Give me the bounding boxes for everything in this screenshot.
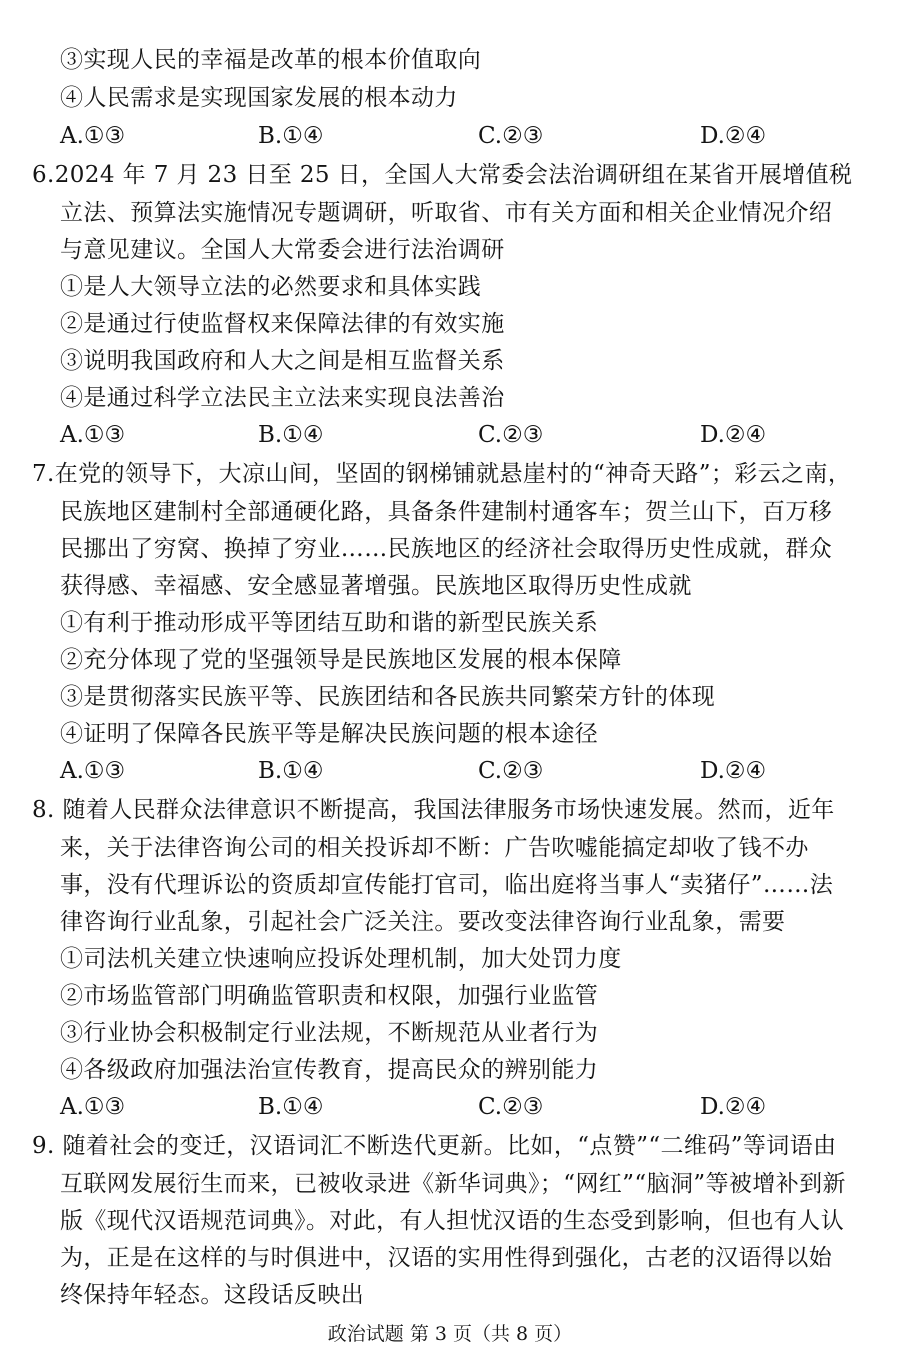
- q7-item-3: ③是贯彻落实民族平等、民族团结和各民族共同繁荣方针的体现: [60, 684, 716, 710]
- q7-option-a: A.①③: [60, 758, 126, 784]
- q8-option-d: D.②④: [700, 1094, 767, 1120]
- q9-stem-line: 互联网发展衍生而来，已被收录进《新华词典》；“网红”“脑洞”等被增补到新: [60, 1171, 846, 1197]
- q8-item-4: ④各级政府加强法治宣传教育，提高民众的辨别能力: [60, 1057, 599, 1083]
- q9-stem-line: 为，正是在这样的与时俱进中，汉语的实用性得到强化，古老的汉语得以始: [60, 1245, 833, 1271]
- q8-item-3: ③行业协会积极制定行业法规，不断规范从业者行为: [60, 1020, 599, 1046]
- q8-option-b: B.①④: [258, 1094, 324, 1120]
- q7-option-c: C.②③: [478, 758, 544, 784]
- q7-item-1: ①有利于推动形成平等团结互助和谐的新型民族关系: [60, 610, 599, 636]
- q6-item-3: ③说明我国政府和人大之间是相互监督关系: [60, 348, 505, 374]
- q7-option-d: D.②④: [700, 758, 767, 784]
- q7-item-4: ④证明了保障各民族平等是解决民族问题的根本途径: [60, 721, 599, 747]
- q9-stem-line: 版《现代汉语规范词典》。对此，有人担忧汉语的生态受到影响，但也有人认: [60, 1208, 845, 1234]
- q5-item-4: ④人民需求是实现国家发展的根本动力: [60, 85, 458, 111]
- q6-option-d: D.②④: [700, 422, 767, 448]
- q8-option-c: C.②③: [478, 1094, 544, 1120]
- q5-option-d: D.②④: [700, 123, 767, 149]
- q6-option-c: C.②③: [478, 422, 544, 448]
- q8-option-a: A.①③: [60, 1094, 126, 1120]
- q5-item-3: ③实现人民的幸福是改革的根本价值取向: [60, 47, 482, 73]
- q8-stem-line: 8. 随着人民群众法律意识不断提高，我国法律服务市场快速发展。然而，近年: [32, 797, 835, 823]
- q8-item-1: ①司法机关建立快速响应投诉处理机制，加大处罚力度: [60, 946, 622, 972]
- q5-option-c: C.②③: [478, 123, 544, 149]
- q7-option-b: B.①④: [258, 758, 324, 784]
- q8-stem-line: 律咨询行业乱象，引起社会广泛关注。要改变法律咨询行业乱象，需要: [60, 909, 786, 935]
- q6-stem-line: 6.2024 年 7 月 23 日至 25 日，全国人大常委会法治调研组在某省开展增值税: [32, 162, 853, 188]
- q6-option-a: A.①③: [60, 422, 126, 448]
- q7-stem-line: 民挪出了穷窝、换掉了穷业……民族地区的经济社会取得历史性成就，群众: [60, 536, 833, 562]
- q7-item-2: ②充分体现了党的坚强领导是民族地区发展的根本保障: [60, 647, 622, 673]
- q5-option-b: B.①④: [258, 123, 324, 149]
- q9-stem-line: 终保持年轻态。这段话反映出: [60, 1282, 365, 1308]
- q7-stem-line: 民族地区建制村全部通硬化路，具备条件建制村通客车；贺兰山下，百万移: [60, 499, 833, 525]
- q6-item-2: ②是通过行使监督权来保障法律的有效实施: [60, 311, 505, 337]
- q9-stem-line: 9. 随着社会的变迁，汉语词汇不断迭代更新。比如，“点赞”“二维码”等词语由: [32, 1133, 837, 1159]
- q7-stem-line: 获得感、幸福感、安全感显著增强。民族地区取得历史性成就: [60, 573, 692, 599]
- q6-stem-line: 与意见建议。全国人大常委会进行法治调研: [60, 237, 505, 263]
- q8-item-2: ②市场监管部门明确监管职责和权限，加强行业监管: [60, 983, 599, 1009]
- q6-item-1: ①是人大领导立法的必然要求和具体实践: [60, 274, 482, 300]
- q5-option-a: A.①③: [60, 123, 126, 149]
- q7-stem-line: 7.在党的领导下，大凉山间，坚固的钢梯铺就悬崖村的“神奇天路”；彩云之南，: [32, 461, 852, 487]
- q6-stem-line: 立法、预算法实施情况专题调研，听取省、市有关方面和相关企业情况介绍: [60, 200, 833, 226]
- q6-item-4: ④是通过科学立法民主立法来实现良法善治: [60, 385, 505, 411]
- q8-stem-line: 来，关于法律咨询公司的相关投诉却不断：广告吹嘘能搞定却收了钱不办: [60, 835, 809, 861]
- q8-stem-line: 事，没有代理诉讼的资质却宣传能打官司，临出庭将当事人“卖猪仔”……法: [60, 872, 834, 898]
- page-footer: 政治试题 第 3 页（共 8 页）: [327, 1323, 573, 1345]
- q6-option-b: B.①④: [258, 422, 324, 448]
